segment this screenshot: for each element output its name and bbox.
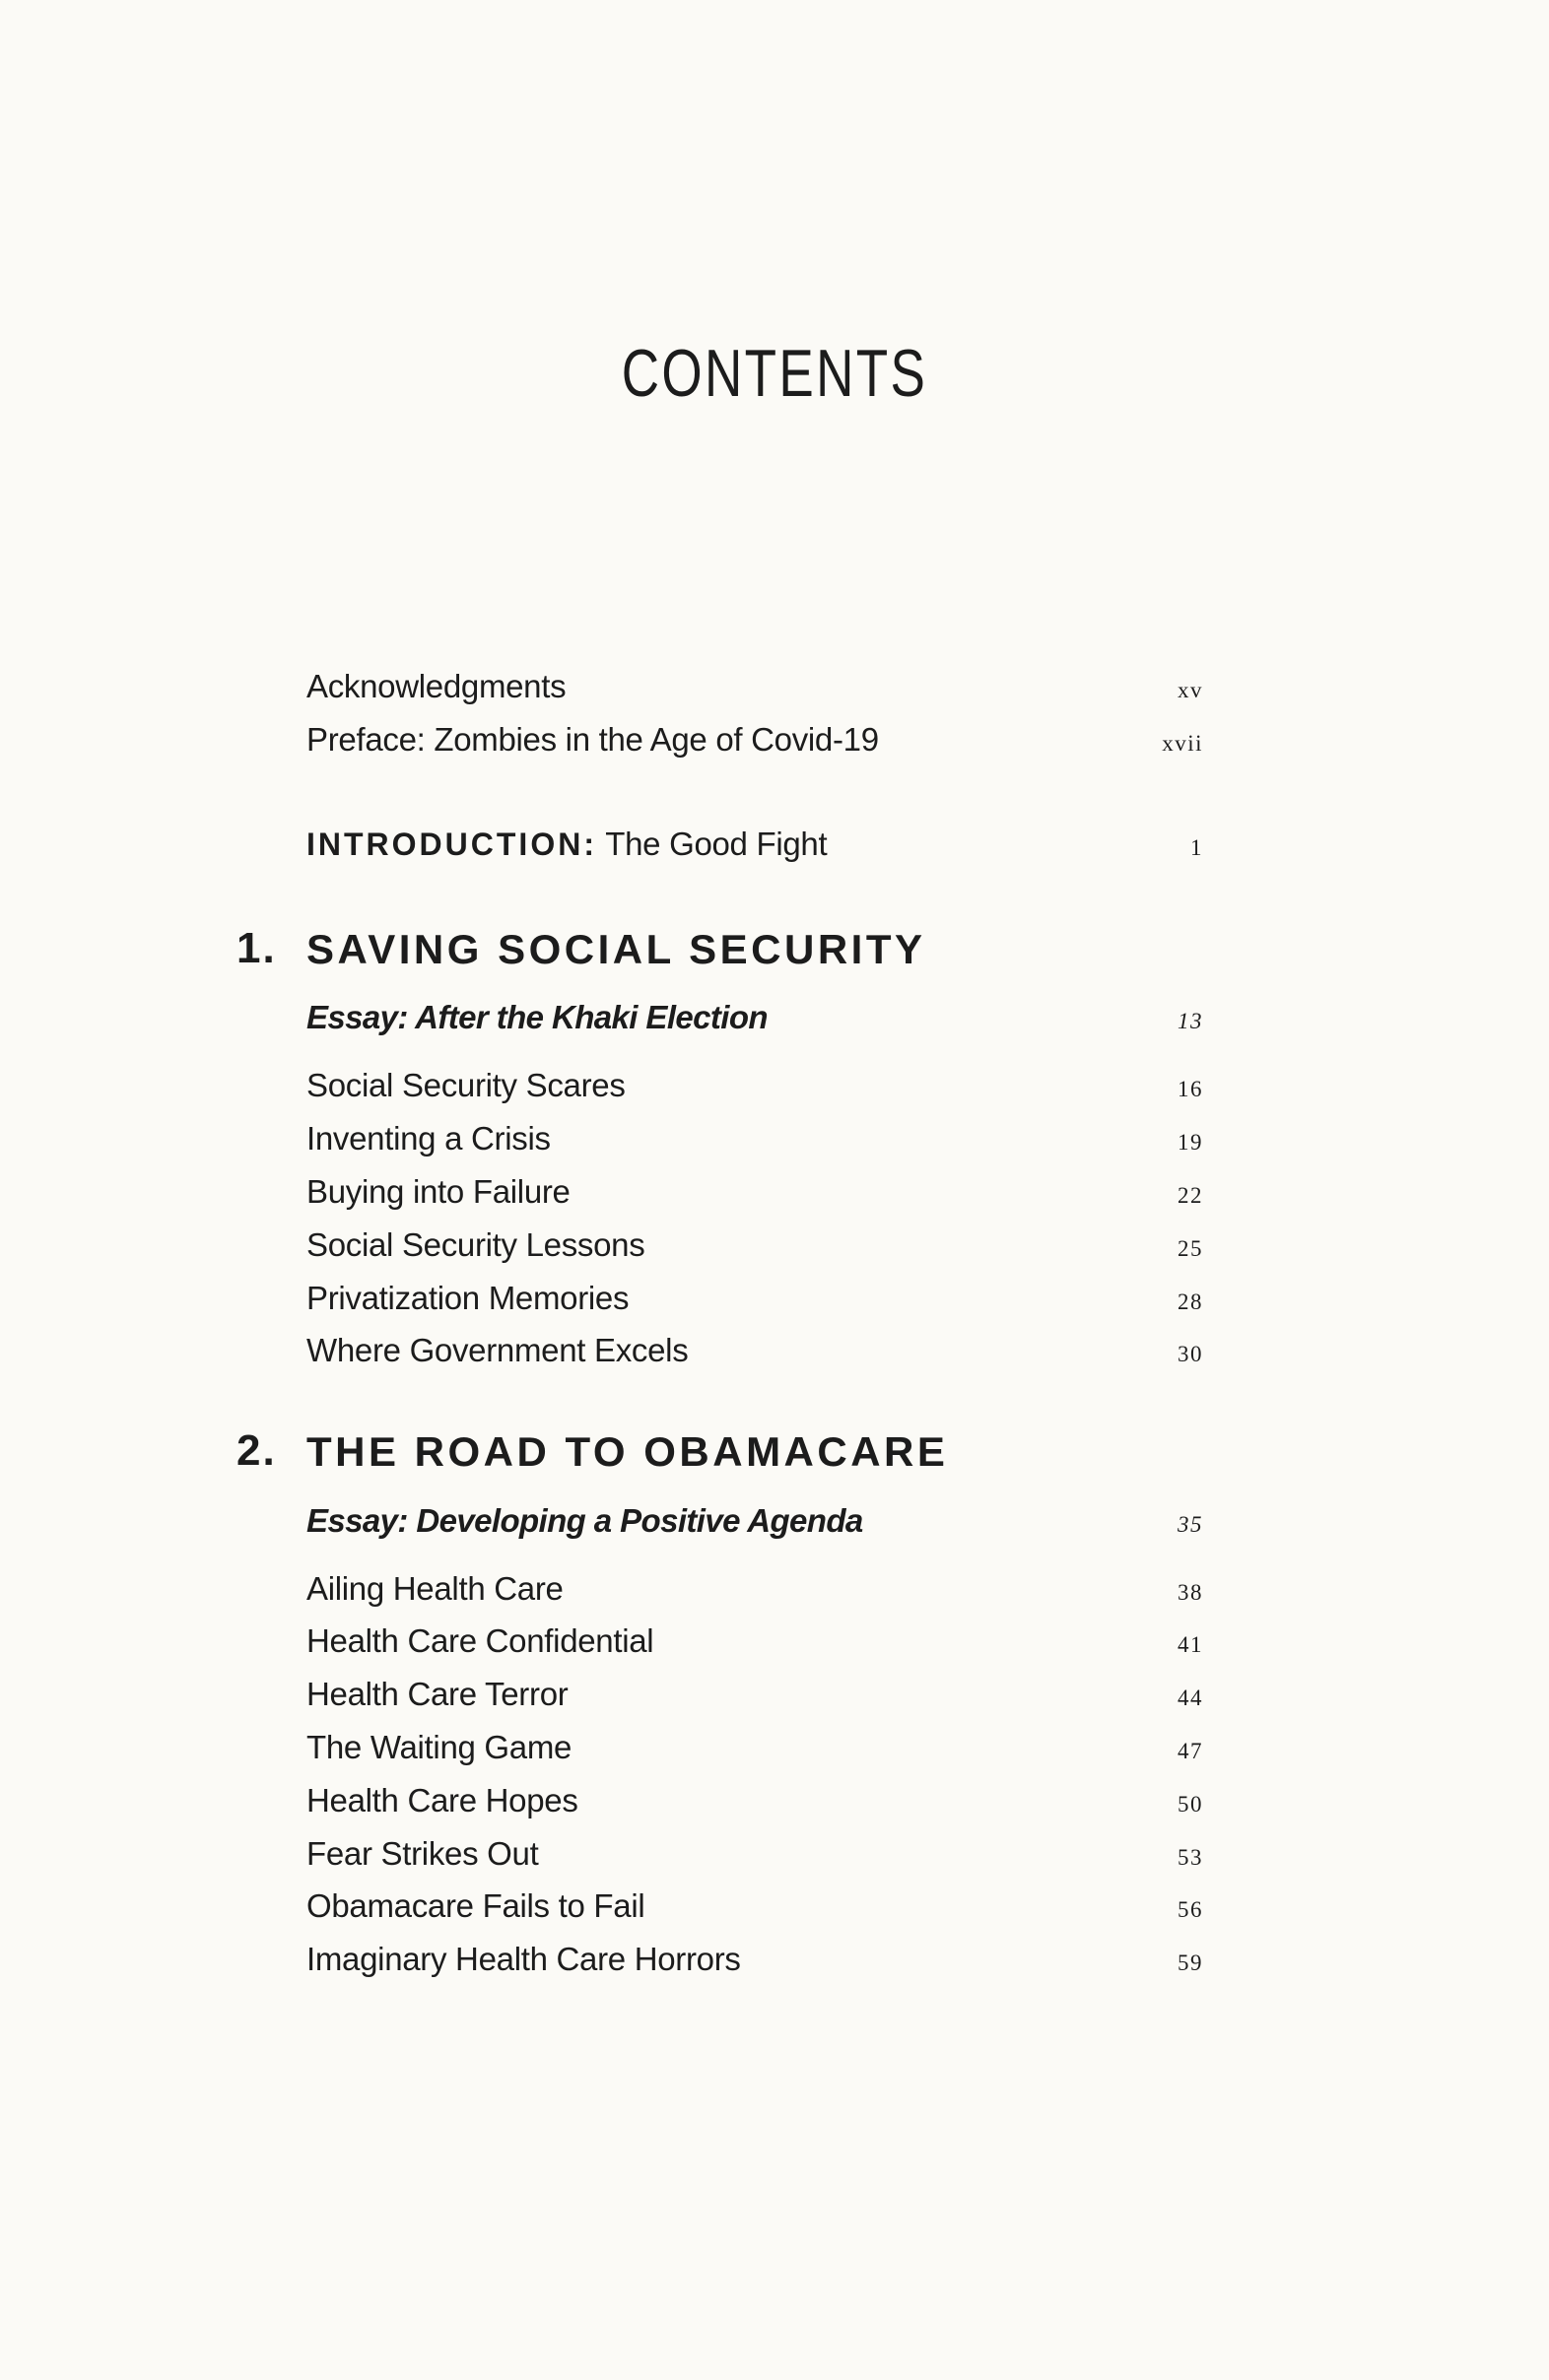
toc-entry[interactable]	[306, 1564, 1203, 1616]
entry-title: Acknowledgments	[306, 668, 567, 704]
entry-title: Social Security Lessons	[306, 1226, 645, 1263]
chapter-heading-2[interactable]	[236, 1422, 1203, 1482]
entry-page-number: 56	[1178, 1897, 1203, 1922]
entry-title: Buying into Failure	[306, 1173, 571, 1210]
entry-title: Health Care Hopes	[306, 1782, 578, 1818]
entry-title: Privatization Memories	[306, 1280, 630, 1316]
entry-page-number: 47	[1178, 1739, 1203, 1763]
entry-page-number: 53	[1178, 1845, 1203, 1870]
toc-entry[interactable]	[306, 1114, 1203, 1165]
toc-entry[interactable]	[306, 1617, 1203, 1668]
toc-entry-introduction[interactable]	[306, 820, 1203, 871]
entry-page-number: 13	[1178, 1009, 1203, 1033]
chapter-title: SAVING SOCIAL SECURITY	[306, 926, 926, 972]
entry-page-number: 38	[1178, 1580, 1203, 1605]
entry-title: Essay: Developing a Positive Agenda	[306, 1502, 863, 1539]
toc-entry[interactable]	[306, 1221, 1203, 1272]
entry-title: Preface: Zombies in the Age of Covid-19	[306, 721, 879, 758]
toc-entry[interactable]	[306, 1274, 1203, 1325]
entry-page-number: 59	[1178, 1950, 1203, 1975]
entry-page-number: xv	[1178, 678, 1203, 702]
toc-entry-essay[interactable]	[306, 1496, 1203, 1548]
toc-entry-essay[interactable]	[306, 993, 1203, 1044]
entry-title: Where Government Excels	[306, 1332, 689, 1368]
entry-page-number: xvii	[1162, 731, 1203, 756]
entry-title: Social Security Scares	[306, 1067, 626, 1103]
entry-page-number: 22	[1178, 1183, 1203, 1208]
entry-title: Obamacare Fails to Fail	[306, 1887, 645, 1924]
toc-entry[interactable]	[306, 1882, 1203, 1933]
entry-page-number: 19	[1178, 1130, 1203, 1155]
entry-title: The Waiting Game	[306, 1729, 572, 1765]
toc-entry[interactable]	[306, 1935, 1203, 1986]
toc-entry[interactable]	[306, 1326, 1203, 1377]
entry-page-number: 28	[1178, 1289, 1203, 1314]
toc-entry-acknowledgments[interactable]	[306, 662, 1203, 713]
introduction-title: The Good Fight	[596, 826, 828, 862]
entry-page-number: 50	[1178, 1792, 1203, 1817]
entry-page-number: 44	[1178, 1686, 1203, 1710]
entry-page-number: 30	[1178, 1342, 1203, 1366]
introduction-label: INTRODUCTION:	[306, 826, 597, 862]
entry-title: Inventing a Crisis	[306, 1120, 551, 1157]
entry-page-number: 16	[1178, 1077, 1203, 1101]
chapter-heading-1[interactable]	[236, 920, 1203, 979]
entry-page-number: 25	[1178, 1236, 1203, 1261]
toc-entry[interactable]	[306, 1061, 1203, 1112]
page-title: CONTENTS	[621, 336, 928, 411]
entry-page-number: 35	[1178, 1512, 1203, 1537]
chapter-number: 1.	[236, 924, 277, 972]
chapter-title: THE ROAD TO OBAMACARE	[306, 1428, 949, 1475]
entry-title: Imaginary Health Care Horrors	[306, 1941, 741, 1977]
entry-page-number: 1	[1190, 835, 1203, 860]
entry-page-number: 41	[1178, 1632, 1203, 1657]
entry-title: Essay: After the Khaki Election	[306, 999, 768, 1035]
entry-title: Health Care Terror	[306, 1676, 569, 1712]
toc-entry[interactable]	[306, 1670, 1203, 1721]
toc-entry[interactable]	[306, 1776, 1203, 1827]
toc-entry[interactable]	[306, 1829, 1203, 1881]
toc-entry[interactable]	[306, 1167, 1203, 1219]
entry-title: Ailing Health Care	[306, 1570, 564, 1607]
entry-title: Fear Strikes Out	[306, 1835, 539, 1872]
toc-entry-preface[interactable]	[306, 715, 1203, 766]
toc-entry[interactable]	[306, 1723, 1203, 1774]
chapter-number: 2.	[236, 1426, 277, 1475]
entry-title	[306, 826, 827, 863]
entry-title: Health Care Confidential	[306, 1622, 654, 1659]
